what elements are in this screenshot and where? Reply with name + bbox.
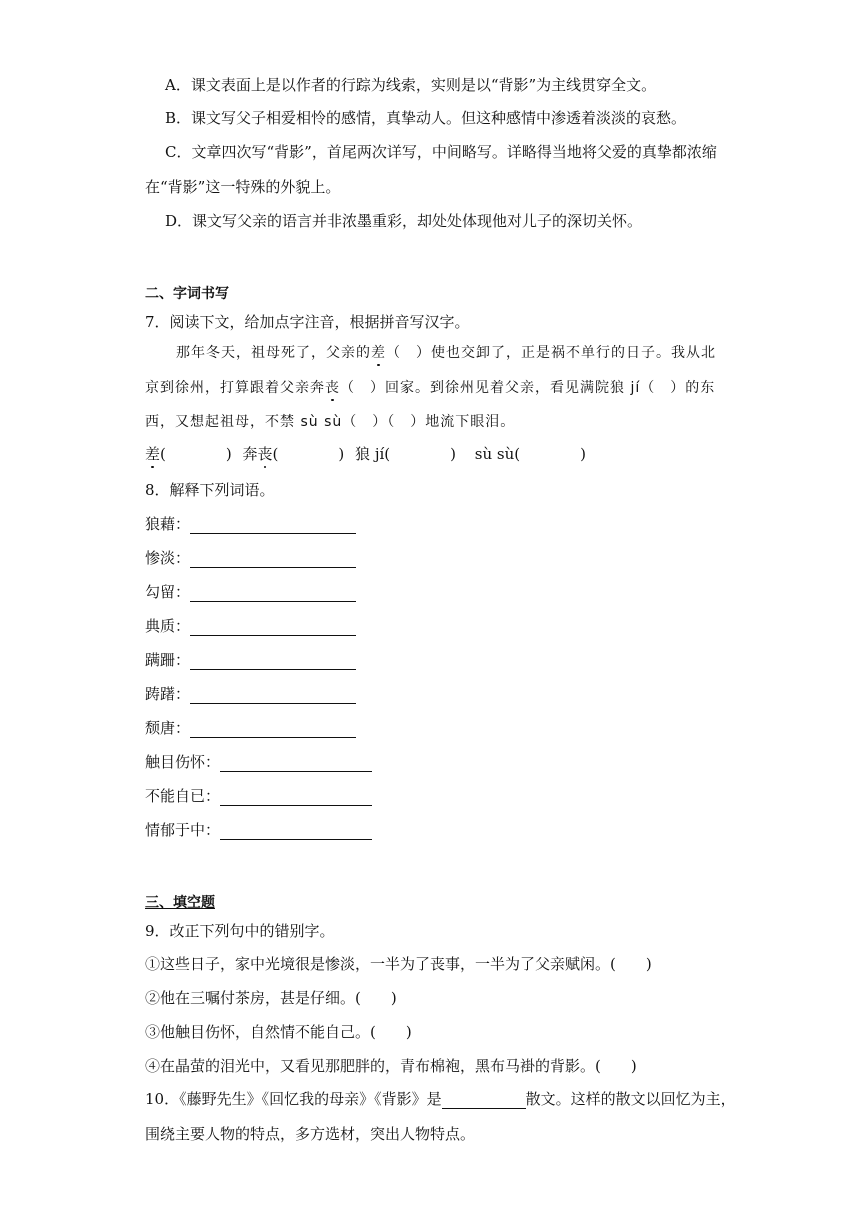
question-10-line-2: 围绕主要人物的特点，多方选材，突出人物特点。 [145,1125,476,1143]
question-8-stem: 8．解释下列词语。 [145,481,275,499]
term-label: 不能自已： [145,787,221,805]
passage-text: （ ）回家。到徐州见着父亲，看见满院狼 jí（ ）的东 [340,380,716,396]
option-d: D．课文写父亲的语言并非浓墨重彩，却处处体现他对儿子的深切关怀。 [165,212,643,230]
passage-line-2 [145,377,715,397]
term-label: 典质： [145,617,191,635]
question-10-line-1 [145,1088,736,1109]
term-label: 狼藉： [145,515,191,533]
dotted-char: 差 [145,445,161,463]
section-heading: 三、填空题 [145,895,215,911]
option-c-continued: 在“背影”这一特殊的外貌上。 [145,178,341,196]
term-row [145,581,356,602]
answer-blank[interactable] [190,552,356,568]
dotted-char: 差 [371,345,386,361]
term-row [145,683,356,704]
answer-blank[interactable] [190,722,356,738]
term-label: 触目伤怀： [145,753,221,771]
question-10-text: 10．《藤野先生》《回忆我的母亲》《背影》是 [145,1090,442,1108]
answer-blank[interactable] [190,688,356,704]
term-label: 蹒跚： [145,651,191,669]
answer-blank: 狼 jí( ) [355,445,456,463]
answer-blank: sù sù( ) [474,445,586,463]
passage-text: （ ）使也交卸了，正是祸不单行的日子。我从北 [386,345,716,361]
term-label: 惨淡： [145,549,191,567]
answer-blank[interactable] [220,824,372,840]
answer-blank[interactable] [220,756,372,772]
term-row [145,649,356,670]
question-9-item: ②他在三嘱付茶房，甚是仔细。( ) [145,989,397,1007]
term-row [145,785,372,806]
dotted-char: 丧 [325,380,340,396]
term-label: 勾留： [145,583,191,601]
term-row [145,615,356,636]
passage-text: 京到徐州，打算跟着父亲奔 [145,380,325,396]
term-row [145,819,372,840]
term-row [145,547,356,568]
option-b: B．课文写父子相爱相怜的感情，真挚动人。但这种感情中渗透着淡淡的哀愁。 [165,109,687,127]
term-label: 颓唐： [145,719,191,737]
section-heading: 二、字词书写 [145,286,229,302]
question-9-item: ④在晶萤的泪光中，又看见那肥胖的，青布棉袍，黑布马褂的背影。( ) [145,1057,637,1075]
answer-blank[interactable] [190,586,356,602]
passage-line-3: 西，又想起祖母，不禁 sù sù（ ）（ ）地流下眼泪。 [145,414,516,430]
answer-blank: ( ) [160,445,232,463]
question-7-stem: 7．阅读下文，给加点字注音，根据拼音写汉字。 [145,313,470,331]
answer-blank[interactable] [220,790,372,806]
answer-text: 奔 [242,445,258,463]
question-9-item: ①这些日子，家中光境很是惨淡，一半为了丧事，一半为了父亲赋闲。( ) [145,955,652,973]
term-label: 踌躇： [145,685,191,703]
passage-text: 那年冬天，祖母死了，父亲的 [176,345,371,361]
question-9-item: ③他触目伤怀，自然情不能自己。( ) [145,1023,412,1041]
question-9-stem: 9．改正下列句中的错别字。 [145,922,335,940]
answer-blank: ( ) [272,445,345,463]
option-c: C．文章四次写“背影”，首尾两次详写，中间略写。详略得当地将父爱的真挚都浓缩 [165,143,717,161]
answer-blank[interactable] [190,620,356,636]
passage-line-1 [176,342,716,362]
answer-blank[interactable] [442,1093,526,1109]
question-10-text: 散文。这样的散文以回忆为主， [525,1090,736,1108]
term-row [145,513,356,534]
dotted-char: 丧 [257,445,273,463]
term-row [145,717,356,738]
term-row [145,751,372,772]
answer-line-7 [145,443,586,464]
answer-blank[interactable] [190,518,356,534]
option-a: A．课文表面上是以作者的行踪为线索，实则是以“背影”为主线贯穿全文。 [165,76,657,94]
term-label: 情郁于中： [145,821,221,839]
answer-blank[interactable] [190,654,356,670]
